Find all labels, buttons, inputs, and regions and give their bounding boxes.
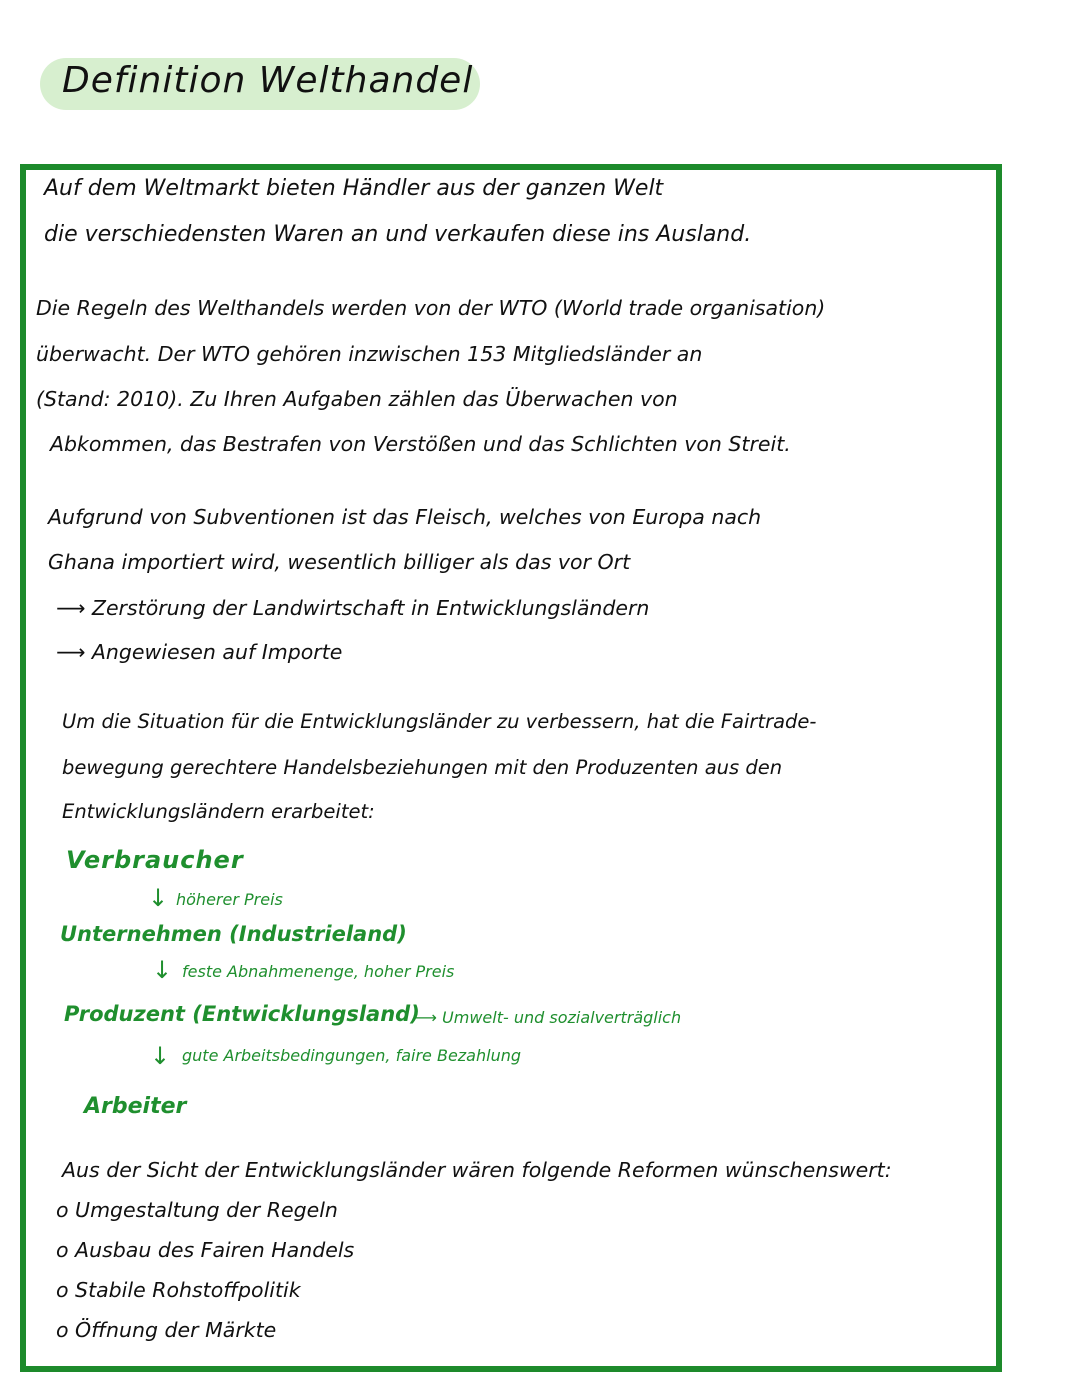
- reforms-intro: Aus der Sicht der Entwicklungsländer wären folgende Reformen wünschenswert:: [62, 1158, 892, 1182]
- paragraph-1-line-2: die verschiedensten Waren an und verkaufen diese ins Ausland.: [44, 222, 752, 247]
- chain-side-note: ⟶ Umwelt- und sozialverträglich: [414, 1008, 682, 1027]
- paragraph-1-line-1: Auf dem Weltmarkt bieten Händler aus der ganzen Welt: [44, 176, 664, 201]
- reform-item: o Umgestaltung der Regeln: [56, 1198, 338, 1222]
- paragraph-3-line-2: Ghana importiert wird, wesentlich billiger als das vor Ort: [48, 550, 631, 574]
- consequence-line-1: ⟶ Zerstörung der Landwirtschaft in Entwicklungsländern: [56, 596, 650, 620]
- paragraph-2-line-2: überwacht. Der WTO gehören inzwischen 153 Mitgliedsländer an: [36, 342, 703, 366]
- chain-level-company: Unternehmen (Industrieland): [60, 922, 407, 946]
- chain-note-1: höherer Preis: [176, 890, 283, 909]
- paragraph-4-line-1: Um die Situation für die Entwicklungsländer zu verbessern, hat die Fairtrade-: [62, 710, 817, 733]
- chain-note-2: feste Abnahmenenge, hoher Preis: [182, 962, 455, 981]
- page-title: Definition Welthandel: [62, 60, 474, 101]
- paragraph-4-line-3: Entwicklungsländern erarbeitet:: [62, 800, 375, 823]
- chain-level-producer: Produzent (Entwicklungsland): [64, 1002, 420, 1026]
- consequence-line-2: ⟶ Angewiesen auf Importe: [56, 640, 343, 664]
- down-arrow-icon: ↓: [150, 1042, 171, 1070]
- reform-item: o Ausbau des Fairen Handels: [56, 1238, 355, 1262]
- down-arrow-icon: ↓: [152, 956, 173, 984]
- chain-note-3: gute Arbeitsbedingungen, faire Bezahlung: [182, 1046, 522, 1065]
- reform-item: o Stabile Rohstoffpolitik: [56, 1278, 301, 1302]
- paragraph-2-line-1: Die Regeln des Welthandels werden von der WTO (World trade organisation): [36, 296, 826, 320]
- title-block: [40, 58, 480, 114]
- chain-level-worker: Arbeiter: [84, 1094, 187, 1119]
- paragraph-4-line-2: bewegung gerechtere Handelsbeziehungen mit den Produzenten aus den: [62, 756, 783, 779]
- reform-item: o Öffnung der Märkte: [56, 1318, 277, 1342]
- down-arrow-icon: ↓: [148, 884, 169, 912]
- chain-level-consumer: Verbraucher: [66, 846, 244, 874]
- paragraph-3-line-1: Aufgrund von Subventionen ist das Fleisch, welches von Europa nach: [48, 505, 762, 529]
- paragraph-2-line-3: (Stand: 2010). Zu Ihren Aufgaben zählen das Überwachen von: [36, 387, 678, 411]
- paragraph-2-line-4: Abkommen, das Bestrafen von Verstößen und das Schlichten von Streit.: [50, 432, 791, 456]
